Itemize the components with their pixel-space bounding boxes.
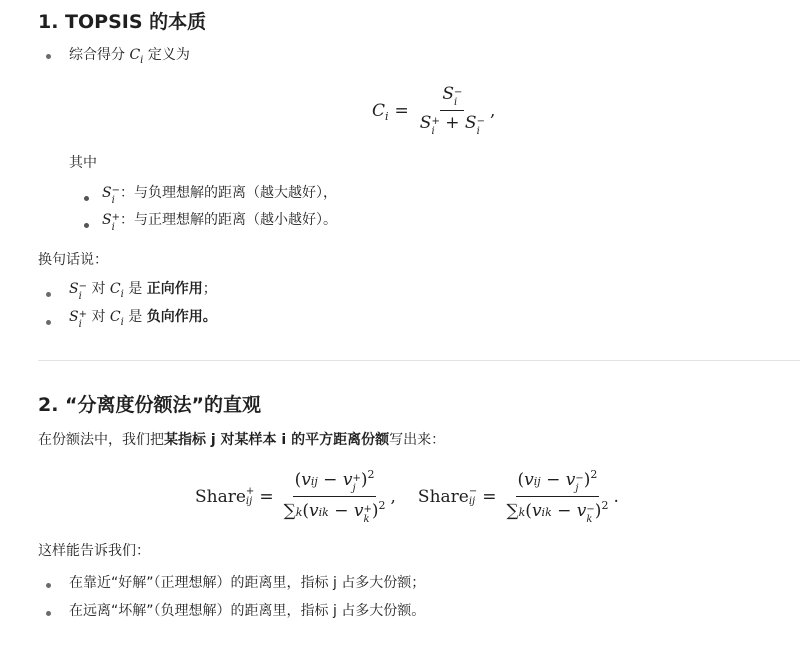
section-divider	[38, 360, 800, 361]
bullet-dot	[84, 223, 89, 228]
share-bullet-bad: 在远离“坏解”（负理想解）的距离里，指标 j 占多大份额。	[69, 603, 426, 619]
share-bullet-good: 在靠近“好解”（正理想解）的距离里，指标 j 占多大份额；	[69, 575, 426, 591]
section1-heading: 1. TOPSIS 的本质	[38, 11, 207, 33]
bullet-dot	[46, 611, 51, 616]
bullet-dot	[46, 54, 51, 59]
share-intro-bold: 某指标 j 对某样本 i 的平方距离份额	[164, 432, 390, 448]
bullet-dot	[46, 292, 51, 297]
where-label: 其中	[69, 155, 97, 171]
share-formulas: Share + ij = (vij − v + j )$^2$ ∑k(vik − v + k )$^2$ , Share − ij = (vij − v − j )$^2$ ∑k(vik − v − k )$^2$ .	[195, 468, 619, 525]
s-plus-desc: ：与正理想解的距离（越小越好）。	[119, 212, 337, 228]
positive-effect-item: S − i 对 $C_i$ 是 正向作用；	[69, 281, 217, 302]
share-intro: 在份额法中，我们把某指标 j 对某样本 i 的平方距离份额写出来：	[38, 432, 446, 448]
score-suffix: 定义为	[147, 47, 190, 63]
score-definition-line	[69, 45, 190, 71]
in-other-words: 换句话说：	[38, 252, 108, 268]
negative-effect-bold: 负向作用。	[146, 309, 217, 325]
bullet-dot	[46, 583, 51, 588]
bullet-dot	[84, 196, 89, 201]
positive-effect-bold: 正向作用	[146, 281, 203, 297]
topsis-formula: C i = S − i S + i + S − i ,	[372, 84, 496, 137]
s-minus-desc: ：与负理想解的距离（越大越好），	[119, 185, 337, 201]
score-prefix: 综合得分	[69, 47, 125, 63]
section2-heading: 2. “分离度份额法”的直观	[38, 394, 262, 416]
s-minus-item: S − i ：与负理想解的距离（越大越好），	[102, 185, 337, 206]
s-plus-item: S + i ：与正理想解的距离（越小越好）。	[102, 212, 337, 233]
math-c-i: $C_i$	[129, 47, 144, 66]
tells-us: 这样能告诉我们：	[38, 543, 150, 559]
bullet-dot	[46, 320, 51, 325]
negative-effect-item: S + i 对 $C_i$ 是 负向作用。	[69, 309, 217, 330]
